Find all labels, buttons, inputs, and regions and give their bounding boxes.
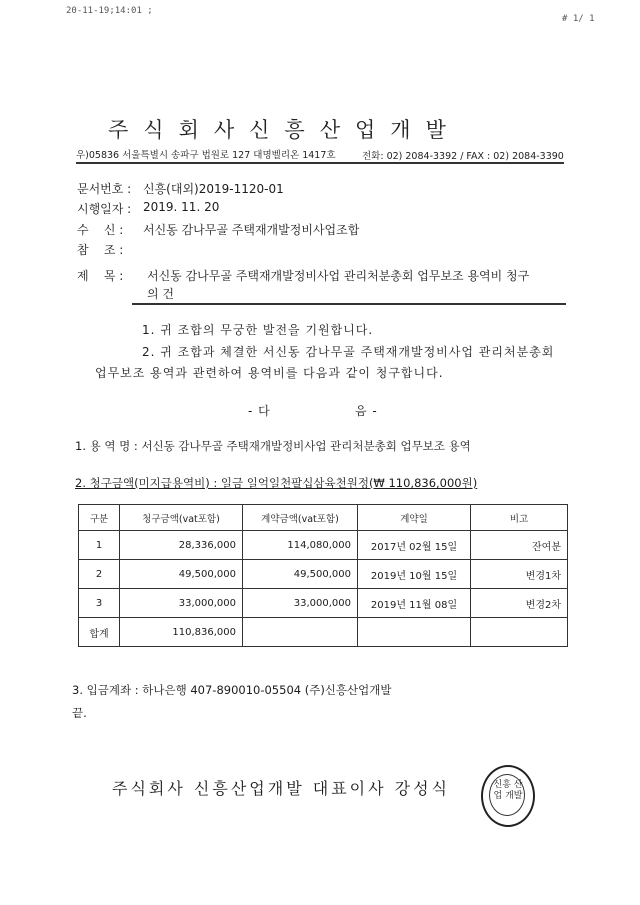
table-header-row [79,505,568,531]
da-heading: - 다 [248,404,271,418]
date-label: 시행일자 : [77,202,132,216]
fax-page-number: # 1/ 1 [562,14,595,24]
cell-total-remarks [471,618,568,647]
cell-contract-date: 2019년 11월 08일 [358,589,471,618]
header-remarks: 비고 [471,505,568,531]
seal-text: 신흥 산업 개발 [493,780,523,801]
company-title: 주식회사신흥산업개발 [108,118,461,142]
paragraph-2-line2: 업무보조 용역과 관련하여 용역비를 다음과 같이 청구합니다. [95,366,444,380]
header-contract-amount: 계약금액(vat포함) [243,505,358,531]
letterhead-divider [76,162,564,164]
signature-line: 주식회사 신흥산업개발 대표이사 강성식 [112,779,451,798]
table-row [79,531,568,560]
doc-number-label: 문서번호 : [77,182,132,196]
cell-billing-amount: 33,000,000 [120,589,243,618]
cell-remarks: 잔여분 [471,531,568,560]
table-row [79,589,568,618]
cell-contract-amount: 33,000,000 [243,589,358,618]
recipient-label: 수 신 : [77,223,124,237]
table-row [79,560,568,589]
service-name: 1. 용 역 명 : 서신동 감나무골 주택재개발정비사업 관리처분총회 업무보조 용역 [75,439,471,453]
billing-amount: 2. 청구금액(미지급용역비) : 일금 일억일천팔십삼육천원정(₩ 110,836,000원) [75,476,478,490]
cell-contract-date: 2017년 02월 15일 [358,531,471,560]
paragraph-2-line1: 2. 귀 조합과 체결한 서신동 감나무골 주택재개발정비사업 관리처분총회 [142,345,555,359]
cell-contract-date: 2019년 10월 15일 [358,560,471,589]
cell-contract-amount: 49,500,000 [243,560,358,589]
cell-total-date [358,618,471,647]
reference-label: 참 조 : [77,243,124,257]
recipient: 서신동 감나무골 주택재개발정비사업조합 [143,223,360,237]
fax-timestamp: 20-11-19;14:01 ; [66,6,153,16]
fee-table [78,504,568,647]
cell-category: 1 [79,531,120,560]
bank-account: 3. 입금계좌 : 하나은행 407-890010-05504 (주)신흥산업개발 [72,683,392,697]
company-address: 우)05836 서울특별시 송파구 법원로 127 대명벨리온 1417호 [76,150,336,161]
cell-remarks: 변경1차 [471,560,568,589]
cell-remarks: 변경2차 [471,589,568,618]
paragraph-1: 1. 귀 조합의 무궁한 발전을 기원합니다. [142,323,374,337]
end-mark: 끝. [72,706,87,720]
header-contract-date: 계약일 [358,505,471,531]
eum-heading: 음 - [355,404,378,418]
cell-total-label: 합계 [79,618,120,647]
subject-divider [132,303,566,305]
subject-line1: 서신동 감나무골 주택재개발정비사업 관리처분총회 업무보조 용역비 청구 [147,269,530,283]
company-phone-fax: 전화: 02) 2084-3392 / FAX : 02) 2084-3390 [362,151,564,162]
cell-contract-amount: 114,080,000 [243,531,358,560]
cell-category: 2 [79,560,120,589]
cell-billing-amount: 28,336,000 [120,531,243,560]
header-category: 구분 [79,505,120,531]
cell-billing-amount: 49,500,000 [120,560,243,589]
cell-total-amount: 110,836,000 [120,618,243,647]
cell-total-contract [243,618,358,647]
header-billing-amount: 청구금액(vat포함) [120,505,243,531]
issue-date: 2019. 11. 20 [143,200,220,214]
subject-line2: 의 건 [147,287,174,301]
company-seal-icon [481,765,535,827]
doc-number: 신흥(대외)2019-1120-01 [143,182,284,196]
cell-category: 3 [79,589,120,618]
subject-label: 제 목 : [77,269,124,283]
table-total-row [79,618,568,647]
